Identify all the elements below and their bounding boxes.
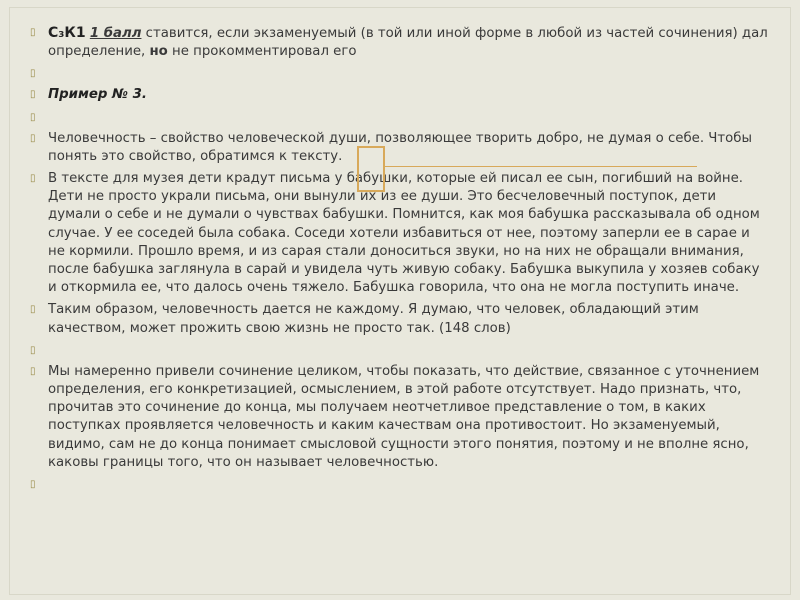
empty-bullet-2 <box>28 109 768 124</box>
essay-text-1: Человечность – свойство человеческой души, позволяющее творить добро, не думая о себе. Чтобы понять это свойство, обратимся к тексту. <box>48 130 752 164</box>
bullet-icon: ▯ <box>30 365 36 377</box>
highlight-box <box>357 146 385 192</box>
essay-paragraph-1 <box>28 130 768 166</box>
intro-paragraph <box>28 24 768 61</box>
bullet-icon: ▯ <box>30 479 36 491</box>
example-title-paragraph <box>28 86 768 104</box>
essay-text-3: Таким образом, человечность дается не каждому. Я думаю, что человек, обладающий этим качеством, может прожить свою жизнь не просто так. (148 слов) <box>48 302 699 336</box>
bullet-icon: ▯ <box>30 344 36 356</box>
bullet-icon: ▯ <box>30 173 36 185</box>
bullet-icon: ▯ <box>30 27 36 38</box>
intro-text-b: не прокомментировал его <box>167 44 357 60</box>
highlight-underline <box>385 166 697 167</box>
intro-emphasis: но <box>149 44 168 60</box>
intro-text-a: ставится, если экзаменуемый (в той или иной форме в любой из частей сочинения) дал определение, <box>48 26 768 60</box>
empty-bullet-1 <box>28 65 768 80</box>
empty-bullet-4 <box>28 476 768 491</box>
bullet-icon: ▯ <box>30 132 36 144</box>
bullet-icon: ▯ <box>30 68 36 80</box>
commentary-text: Мы намеренно привели сочинение целиком, чтобы показать, что действие, связанное с уточнением определения, его конкретизацией, осмыслением, в этой работе отсутствует. Надо признать, что, прочитав это сочинение до конца, мы получаем неотчетливое представление о том, в каких поступках проявляется человечность и каким качествам она противостоит. Но экзаменуемый, видимо, сам не до конца понимает смысловой сущности этого понятия, поэтому и не вполне ясно, каковы границы того, что он называет человечностью. <box>48 363 760 470</box>
bullet-icon: ▯ <box>30 304 36 316</box>
bullet-icon: ▯ <box>30 111 36 123</box>
essay-paragraph-3 <box>28 301 768 337</box>
essay-text-2: В тексте для музея дети крадут письма у бабушки, которые ей писал ее сын, погибший на войне. Дети не просто украли письма, они вынули их из ее души. Это бесчеловечный поступок, дети думали о себе и не думали о чувствах бабушки. Помнится, как моя бабушка рассказывала об одном случае. У ее соседей была собака. Соседи хотели избавиться от нее, поэтому заперли ее в сарае и не кормили. Прошло время, и из сарая стали доноситься звуки, но на них не обращали внимания, после бабушка заглянула в сарай и увидела чуть живую собаку. Бабушка выкупила у хозяев собаку и откормила ее, что далось очень тяжело. Бабушка говорила, что она не могла поступить иначе. <box>48 171 760 296</box>
commentary-paragraph <box>28 363 768 472</box>
criterion-label: С₃К1 <box>48 25 86 41</box>
score-text: 1 балл <box>89 26 142 41</box>
bullet-icon: ▯ <box>30 89 36 101</box>
empty-bullet-3 <box>28 342 768 357</box>
essay-paragraph-2 <box>28 170 768 297</box>
example-title: Пример № 3. <box>48 87 147 103</box>
slide-content <box>28 24 768 497</box>
